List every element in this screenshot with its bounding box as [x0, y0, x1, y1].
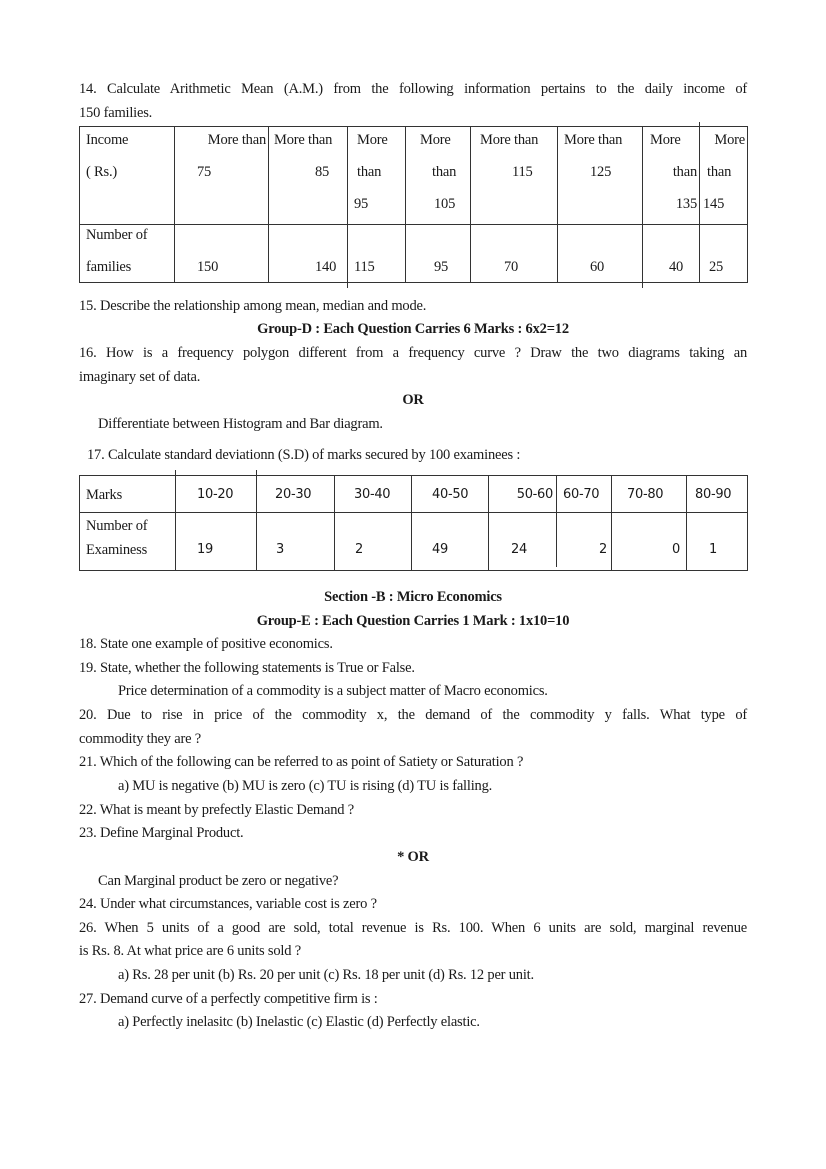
- count-cell: 49: [432, 542, 448, 557]
- q26-options: a) Rs. 28 per unit (b) Rs. 20 per unit (c) Rs. 18 per unit (d) Rs. 12 per unit.: [118, 967, 534, 983]
- income-cell: than: [707, 164, 732, 180]
- income-cell: More: [420, 132, 451, 148]
- q14-line1: 14. Calculate Arithmetic Mean (A.M.) from the following information pertains to the daily income of: [79, 81, 747, 97]
- q17: 17. Calculate standard deviationn (S.D) of marks secured by 100 examinees :: [87, 447, 521, 463]
- count-cell: 2: [355, 542, 363, 557]
- families-cell: 40: [669, 259, 684, 275]
- families-cell: 25: [709, 259, 724, 275]
- marks-header: Marks: [86, 487, 123, 503]
- q16-line1: 16. How is a frequency polygon different from a frequency curve ? Draw the two diagrams taking an: [79, 345, 747, 361]
- income-cell: 85: [315, 164, 330, 180]
- count-cell: 1: [709, 542, 717, 557]
- income-cell: More: [357, 132, 388, 148]
- count-cell: 19: [197, 542, 213, 557]
- marks-cell: 70-80: [627, 487, 664, 502]
- families-cell: 150: [197, 259, 219, 275]
- col-divider: [611, 475, 612, 571]
- q14-line2: 150 families.: [79, 105, 153, 121]
- income-cell: 135: [675, 196, 697, 212]
- income-cell: 125: [590, 164, 612, 180]
- col-divider: [488, 475, 489, 571]
- count-cell: 24: [511, 542, 527, 557]
- marks-cell: 20-30: [275, 487, 312, 502]
- examinees-header-2: Examiness: [86, 542, 148, 558]
- income-cell: More than: [564, 132, 623, 148]
- marks-cell: 40-50: [432, 487, 469, 502]
- q23-line1: 23. Define Marginal Product.: [79, 825, 244, 841]
- q27-line1: 27. Demand curve of a perfectly competitive firm is :: [79, 991, 378, 1007]
- col-divider: [686, 475, 687, 571]
- q27-options: a) Perfectly inelasitc (b) Inelastic (c) Elastic (d) Perfectly elastic.: [118, 1014, 480, 1030]
- income-cell: 145: [703, 196, 725, 212]
- income-unit: ( Rs.): [86, 164, 118, 180]
- families-cell: 140: [315, 259, 337, 275]
- q18: 18. State one example of positive economics.: [79, 636, 333, 652]
- income-cell: More than: [480, 132, 539, 148]
- marks-cell: 50-60: [516, 487, 553, 502]
- group-d-heading: Group-D : Each Question Carries 6 Marks : 6x2=12: [257, 321, 569, 337]
- income-cell: More: [714, 132, 745, 148]
- income-cell: 105: [434, 196, 456, 212]
- income-cell: than: [432, 164, 457, 180]
- col-divider: [174, 126, 175, 283]
- families-cell: 115: [354, 259, 375, 275]
- col-divider: [256, 470, 257, 571]
- families-header-1: Number of: [86, 227, 148, 243]
- marks-cell: 60-70: [563, 487, 600, 502]
- marks-cell: 80-90: [695, 487, 732, 502]
- q24: 24. Under what circumstances, variable cost is zero ?: [79, 896, 377, 912]
- income-cell: 95: [354, 196, 369, 212]
- col-divider: [334, 475, 335, 571]
- col-divider: [557, 126, 558, 283]
- count-cell: 0: [672, 542, 680, 557]
- income-cell: 115: [512, 164, 533, 180]
- income-cell: More than: [274, 132, 333, 148]
- income-header: Income: [86, 132, 129, 148]
- q16-or: OR: [402, 392, 424, 408]
- count-cell: 3: [276, 542, 284, 557]
- income-cell: More than: [207, 132, 266, 148]
- income-cell: than: [357, 164, 382, 180]
- q23-or: * OR: [397, 849, 429, 865]
- col-divider: [556, 475, 557, 567]
- q20-line2: commodity they are ?: [79, 731, 202, 747]
- income-cell: More: [650, 132, 681, 148]
- col-divider: [411, 475, 412, 571]
- q16-alt: Differentiate between Histogram and Bar diagram.: [98, 416, 383, 432]
- families-header-2: families: [86, 259, 132, 275]
- q23-alt: Can Marginal product be zero or negative?: [98, 873, 339, 889]
- col-divider: [347, 126, 348, 288]
- q26-line2: is Rs. 8. At what price are 6 units sold ?: [79, 943, 301, 959]
- families-cell: 95: [434, 259, 449, 275]
- q19-line2: Price determination of a commodity is a subject matter of Macro economics.: [118, 683, 548, 699]
- count-cell: 2: [599, 542, 607, 557]
- q20-line1: 20. Due to rise in price of the commodity x, the demand of the commodity y falls. What type of: [79, 707, 747, 723]
- group-e-heading: Group-E : Each Question Carries 1 Mark : 1x10=10: [256, 613, 570, 629]
- families-cell: 60: [590, 259, 605, 275]
- q16-line2: imaginary set of data.: [79, 369, 201, 385]
- q21-options: a) MU is negative (b) MU is zero (c) TU is rising (d) TU is falling.: [118, 778, 493, 794]
- q19-line1: 19. State, whether the following statements is True or False.: [79, 660, 415, 676]
- q22: 22. What is meant by prefectly Elastic Demand ?: [79, 802, 354, 818]
- families-cell: 70: [504, 259, 519, 275]
- income-cell: than: [672, 164, 697, 180]
- marks-cell: 30-40: [354, 487, 391, 502]
- col-divider: [470, 126, 471, 283]
- col-divider: [175, 470, 176, 571]
- col-divider: [405, 126, 406, 283]
- marks-table-row-divider: [79, 512, 748, 513]
- q21-line1: 21. Which of the following can be referred to as point of Satiety or Saturation ?: [79, 754, 524, 770]
- section-b-heading: Section -B : Micro Economics: [324, 589, 502, 605]
- examinees-header-1: Number of: [86, 518, 148, 534]
- q26-line1: 26. When 5 units of a good are sold, total revenue is Rs. 100. When 6 units are sold, marginal revenue: [79, 920, 747, 936]
- col-divider: [642, 126, 643, 288]
- marks-cell: 10-20: [197, 487, 234, 502]
- q15: 15. Describe the relationship among mean, median and mode.: [79, 298, 427, 314]
- income-cell: 75: [197, 164, 212, 180]
- income-table-row-divider: [79, 224, 748, 225]
- col-divider: [268, 126, 269, 283]
